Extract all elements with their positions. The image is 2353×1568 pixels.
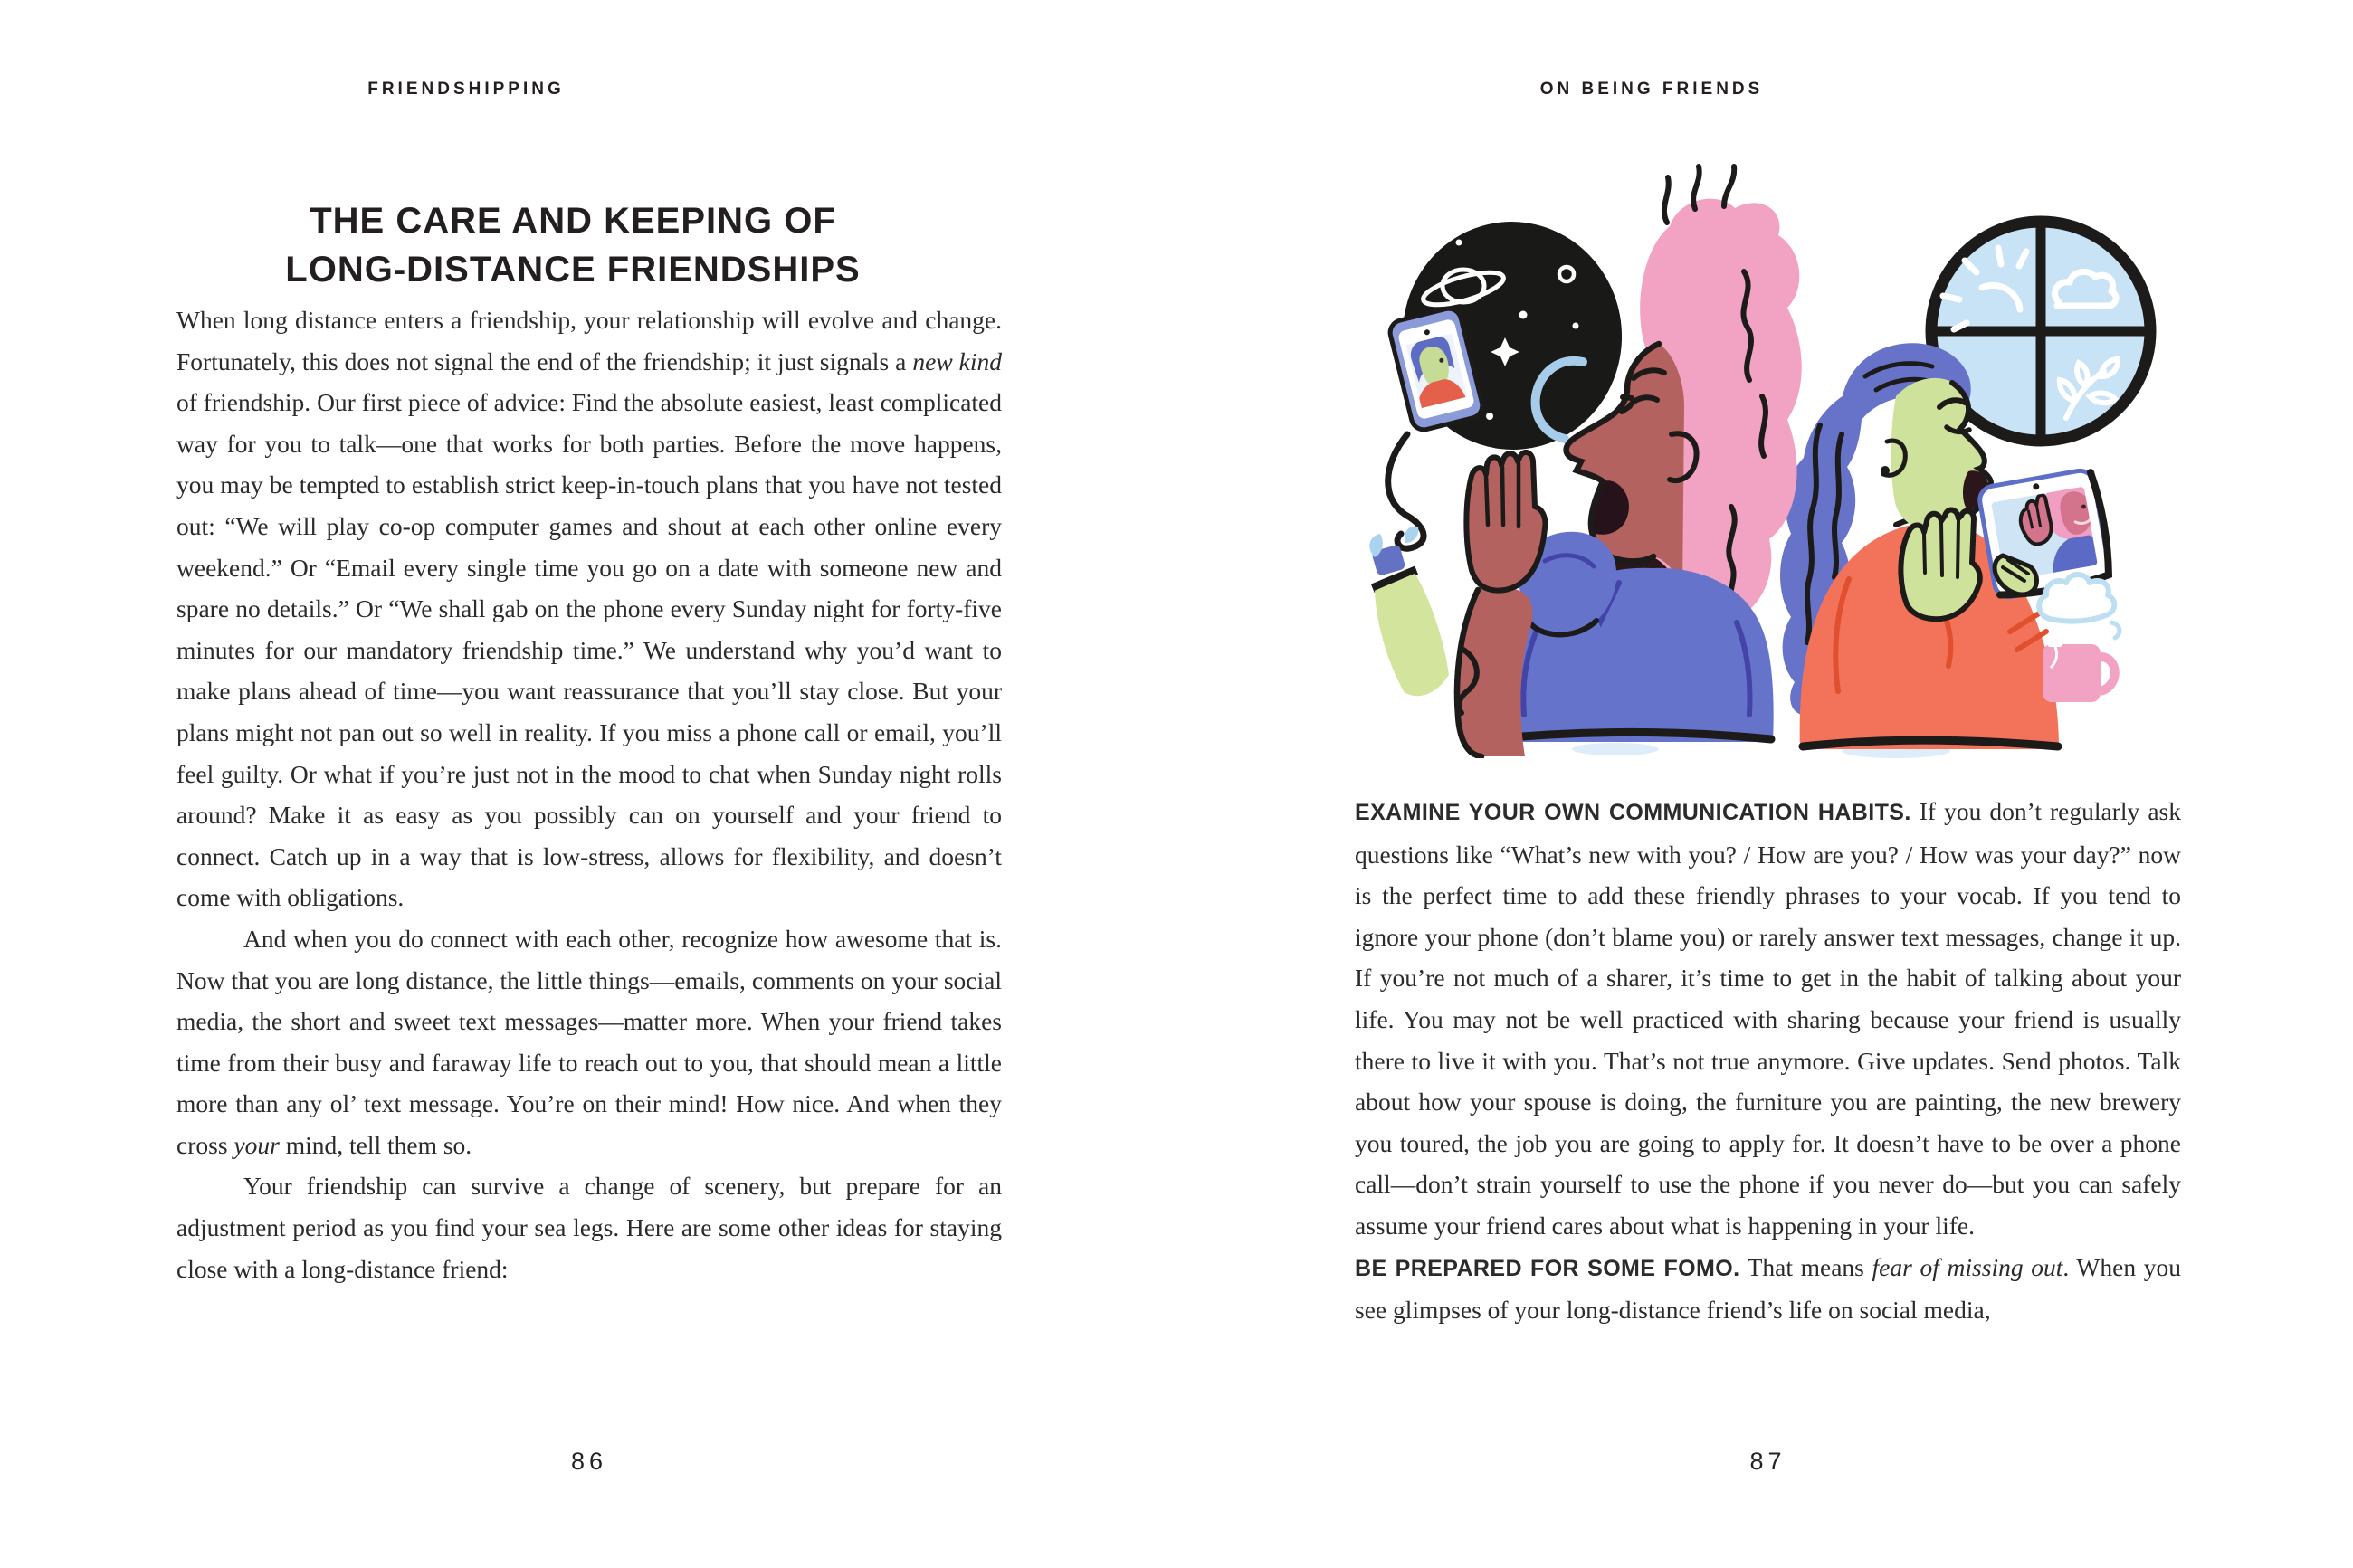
running-head-left: FRIENDSHIPPING <box>367 80 565 99</box>
paragraph: Your friendship can survive a change of scenery, but prepare for an adjustment period as you find your sea legs. Here are some other ideas for staying close with a long-distance friend: <box>176 1172 1002 1283</box>
chapter-title <box>176 196 969 294</box>
steam-cloud-icon <box>2039 575 2114 622</box>
paragraph: EXAMINE YOUR OWN COMMUNICATION HABITS. If you don’t regularly ask questions like “What’s new with you? / How are you? / How was your day?” now is the perfect time to add these friendly phrases to your vocab. If you tend to ignore your phone (don’t blame you) or rarely answer text messages, change it up. If you’re not much of a sharer, it’s time to get in the habit of talking about your life. You may not be well practiced with sharing because your friend is usually there to live it with you. That’s not true anymore. Give updates. Send photos. Talk about how your spouse is doing, the furniture you are painting, the new brewery you toured, the job you are going to apply for. It doesn’t have to be over a phone call—don’t strain yourself to use the phone if you never do—but you can safely assume your friend cares about what is happening in your life. <box>1355 797 2181 1240</box>
running-head-right: ON BEING FRIENDS <box>1539 80 1764 99</box>
chapter-title-line-1: THE CARE AND KEEPING OF <box>310 200 836 241</box>
paragraph: When long distance enters a friendship, your relationship will evolve and change. Fortunately, this does not signal the end of the friendship; it just signals a new kind of friendship. Our first piece of advice: Find the absolute easiest, least complicated way for you to talk—one that works for both parties. Before the move happens, you may be tempted to establish strict keep-in-touch plans that you have not tested out: “We will play co-op computer games and shout at each other online every weekend.” Or “Email every single time you go on a date with someone new and spare no details.” Or “We shall gab on the phone every Sunday night for forty-five minutes for our mandatory friendship time.” We understand why you’d want to make plans ahead of time—you want reassurance that you’ll stay close. But your plans might not pan out so well in reality. If you miss a phone call or email, you’ll feel guilty. Or what if you’re just not in the mood to chat when Sunday night rolls around? Make it as easy as you possibly can on yourself and your friend to connect. Catch up in a way that is low-stress, allows for flexibility, and doesn’t come with obligations. <box>176 306 1002 912</box>
illustration-long-distance-friends <box>1353 116 2217 760</box>
tea-mug <box>2039 575 2120 702</box>
chapter-title-line-2: LONG-DISTANCE FRIENDSHIPS <box>285 249 861 290</box>
page-number-right: 87 <box>1749 1448 1786 1475</box>
right-body-text <box>1355 791 2181 1331</box>
thought-bubble <box>1387 213 1631 459</box>
water-bottle <box>1358 540 1454 702</box>
tea-tag <box>2048 638 2062 647</box>
page-number-left: 86 <box>570 1448 608 1475</box>
paragraph: BE PREPARED FOR SOME FOMO. That means fear of missing out. When you see glimpses of your long-distance friend’s life on social media, <box>1355 1252 2181 1325</box>
illustration-svg <box>1353 116 2217 758</box>
left-body-text <box>176 299 1002 1289</box>
earring <box>1881 466 1890 475</box>
paragraph: And when you do connect with each other, recognize how awesome that is. Now that you are long distance, the little things—emails, comments on your social media, the short and sweet text messages—matter more. When your friend takes time from their busy and faraway life to reach out to you, that should mean a little more than any ol’ text message. You’re on their mind! How nice. And when they cross your mind, tell them so. <box>176 924 1002 1159</box>
raised-hand <box>1466 452 1545 591</box>
